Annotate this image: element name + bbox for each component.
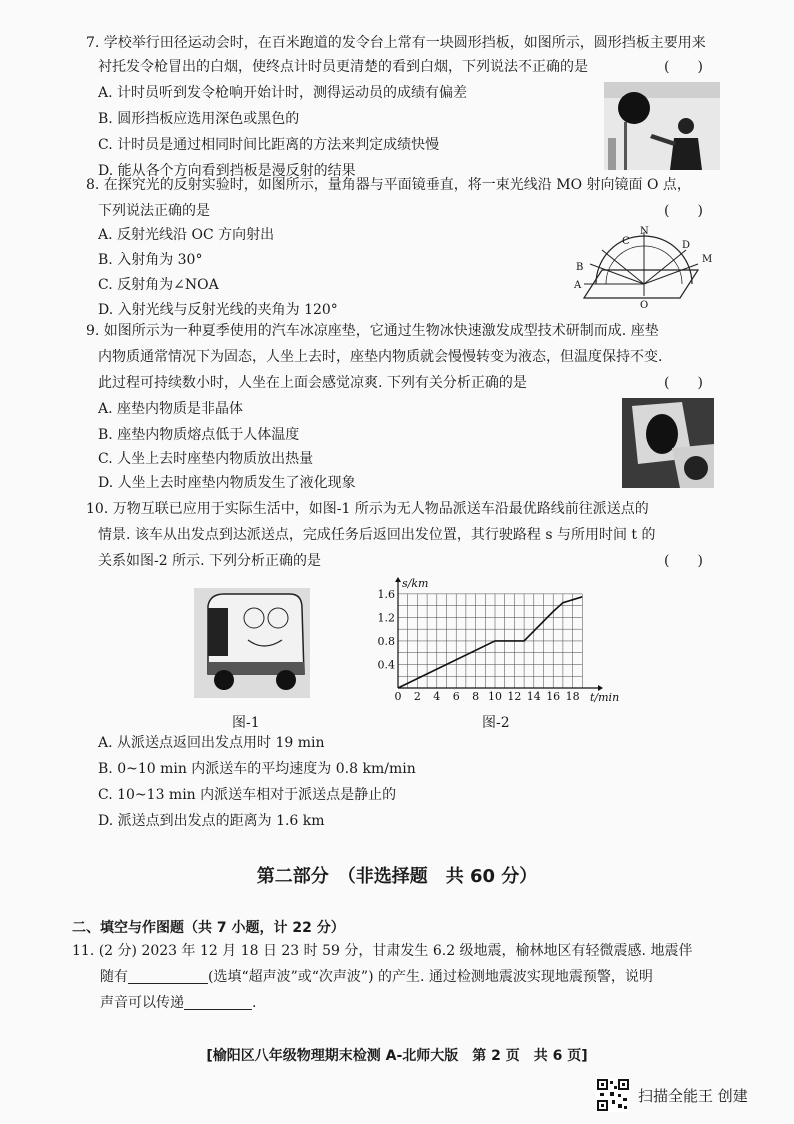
q8-line-2: 下列说法正确的是: [98, 203, 210, 219]
section-2-subtitle: 二、填空与作图题（共 7 小题，计 22 分）: [72, 920, 345, 936]
series-line: [398, 597, 582, 688]
q10-line-1: 10. 万物互联已应用于实际生活中，如图-1 所示为无人物品派送车沿最优路线前往派送点的: [86, 501, 649, 517]
q9-option-d: D. 人坐上去时座垫内物质发生了液化现象: [98, 475, 356, 491]
q8-label-a: A: [574, 280, 582, 291]
x-tick-label: 8: [472, 690, 480, 703]
q11-line-2-start: 随有: [100, 969, 128, 985]
q11-line-1: 11. (2 分) 2023 年 12 月 18 日 23 时 59 分，甘肃发生 6.2 级地震，榆林地区有轻微震感. 地震伴: [72, 943, 693, 959]
q8-label-o: O: [640, 300, 649, 311]
scanner-text: 扫描全能王 创建: [638, 1086, 748, 1105]
y-tick-label: 1.6: [377, 587, 395, 601]
x-tick-label: 18: [565, 690, 580, 703]
x-tick-label: 6: [452, 690, 460, 703]
y-tick-label: 0.8: [377, 634, 395, 648]
q10-line-2: 情景. 该车从出发点到达派送点，完成任务后返回出发位置，其行驶路程 s 与所用时间 t 的: [98, 527, 656, 543]
q8-option-a: A. 反射光线沿 OC 方向射出: [98, 227, 275, 243]
q8-reflection-diagram: [566, 226, 712, 310]
q10-option-d: D. 派送点到出发点的距离为 1.6 km: [98, 813, 325, 829]
x-tick-label: 12: [507, 690, 522, 703]
q11-blank-2[interactable]: [184, 1009, 252, 1010]
q7-option-d: D. 能从各个方向看到挡板是漫反射的结果: [98, 163, 356, 179]
q7-option-a: A. 计时员听到发令枪响开始计时，测得运动员的成绩有偏差: [98, 85, 468, 101]
page-footer: [榆阳区八年级物理期末检测 A-北师大版 第 2 页 共 6 页]: [206, 1048, 588, 1064]
q11-line-2-end: (选填“超声波”或“次声波”) 的产生. 通过检测地震波实现地震预警，说明: [208, 969, 653, 985]
q9-seat-cushion-photo: [622, 398, 714, 488]
q8-label-d: D: [682, 240, 691, 251]
section-2-title: 第二部分 （非选择题 共 60 分）: [256, 866, 538, 887]
x-axis-label: t/min: [590, 691, 620, 704]
question-10: [86, 502, 726, 582]
y-axis-label: s/km: [402, 577, 429, 590]
q10-fig2-caption: 图-2: [482, 715, 510, 731]
q8-label-b: B: [576, 262, 584, 273]
q8-label-m: M: [702, 254, 713, 265]
scanner-watermark: [596, 1078, 748, 1112]
q7-line-2: 衬托发令枪冒出的白烟，使终点计时员更清楚的看到白烟，下列说法不正确的是: [98, 59, 588, 75]
q8-label-c: C: [622, 236, 630, 247]
x-tick-label: 10: [488, 690, 502, 703]
q11-line-3: [100, 996, 256, 1010]
question-11: [72, 944, 732, 1024]
q10-delivery-vehicle-photo: [194, 588, 310, 698]
q9-line-3: 此过程可持续数小时，人坐在上面会感觉凉爽. 下列有关分析正确的是: [98, 375, 527, 391]
qr-code-icon: [596, 1078, 630, 1112]
q9-option-c: C. 人坐上去时座垫内物质放出热量: [98, 451, 314, 467]
q10-options: [86, 736, 726, 836]
q11-line-2: [100, 970, 653, 984]
q7-answer-bracket[interactable]: ( ): [664, 59, 703, 75]
q10-distance-time-chart: [377, 577, 630, 708]
q8-option-d: D. 入射光线与反射光线的夹角为 120°: [98, 302, 338, 318]
q10-option-c: C. 10~13 min 内派送车相对于派送点是静止的: [98, 787, 397, 803]
y-tick-label: 1.2: [377, 611, 395, 625]
x-tick-label: 2: [413, 690, 421, 703]
q10-option-a: A. 从派送点返回出发点用时 19 min: [98, 735, 325, 751]
q9-option-b: B. 座垫内物质熔点低于人体温度: [98, 427, 300, 443]
y-axis-arrow: [395, 577, 401, 582]
q7-line-1: 7. 学校举行田径运动会时，在百米跑道的发令台上常有一块圆形挡板，如图所示，圆形挡板主要用来: [86, 35, 706, 51]
q7-starter-photo: [604, 82, 720, 170]
q9-answer-bracket[interactable]: ( ): [664, 375, 703, 391]
q10-fig1-caption: 图-1: [232, 715, 260, 731]
q7-option-b: B. 圆形挡板应选用深色或黑色的: [98, 111, 300, 127]
q9-option-a: A. 座垫内物质是非晶体: [98, 401, 244, 417]
q7-option-c: C. 计时员是通过相同时间比距离的方法来判定成绩快慢: [98, 137, 440, 153]
q11-blank-1[interactable]: [128, 983, 208, 984]
q8-option-c: C. 反射角为∠NOA: [98, 277, 219, 293]
q11-line-3-start: 声音可以传递: [100, 995, 184, 1011]
q9-line-2: 内物质通常情况下为固态，人坐上去时，座垫内物质就会慢慢转变为液态，但温度保持不变.: [98, 349, 663, 365]
y-tick-label: 0.4: [377, 658, 395, 672]
q8-line-1: 8. 在探究光的反射实验时，如图所示，量角器与平面镜垂直，将一束光线沿 MO 射向镜面 O 点，: [86, 177, 691, 193]
x-tick-label: 16: [546, 690, 561, 703]
q8-option-b: B. 入射角为 30°: [98, 252, 203, 268]
q8-label-n: N: [640, 226, 649, 237]
x-tick-label: 14: [526, 690, 541, 703]
q10-line-3: 关系如图-2 所示. 下列分析正确的是: [98, 553, 321, 569]
q9-line-1: 9. 如图所示为一种夏季使用的汽车冰凉座垫，它通过生物冰快速激发成型技术研制而成. 座垫: [86, 323, 659, 339]
x-tick-label: 0: [394, 690, 402, 703]
x-tick-label: 4: [433, 690, 441, 703]
q10-answer-bracket[interactable]: ( ): [664, 553, 703, 569]
q10-option-b: B. 0~10 min 内派送车的平均速度为 0.8 km/min: [98, 761, 416, 777]
q11-line-3-end: .: [252, 995, 257, 1011]
q8-answer-bracket[interactable]: ( ): [664, 203, 703, 219]
